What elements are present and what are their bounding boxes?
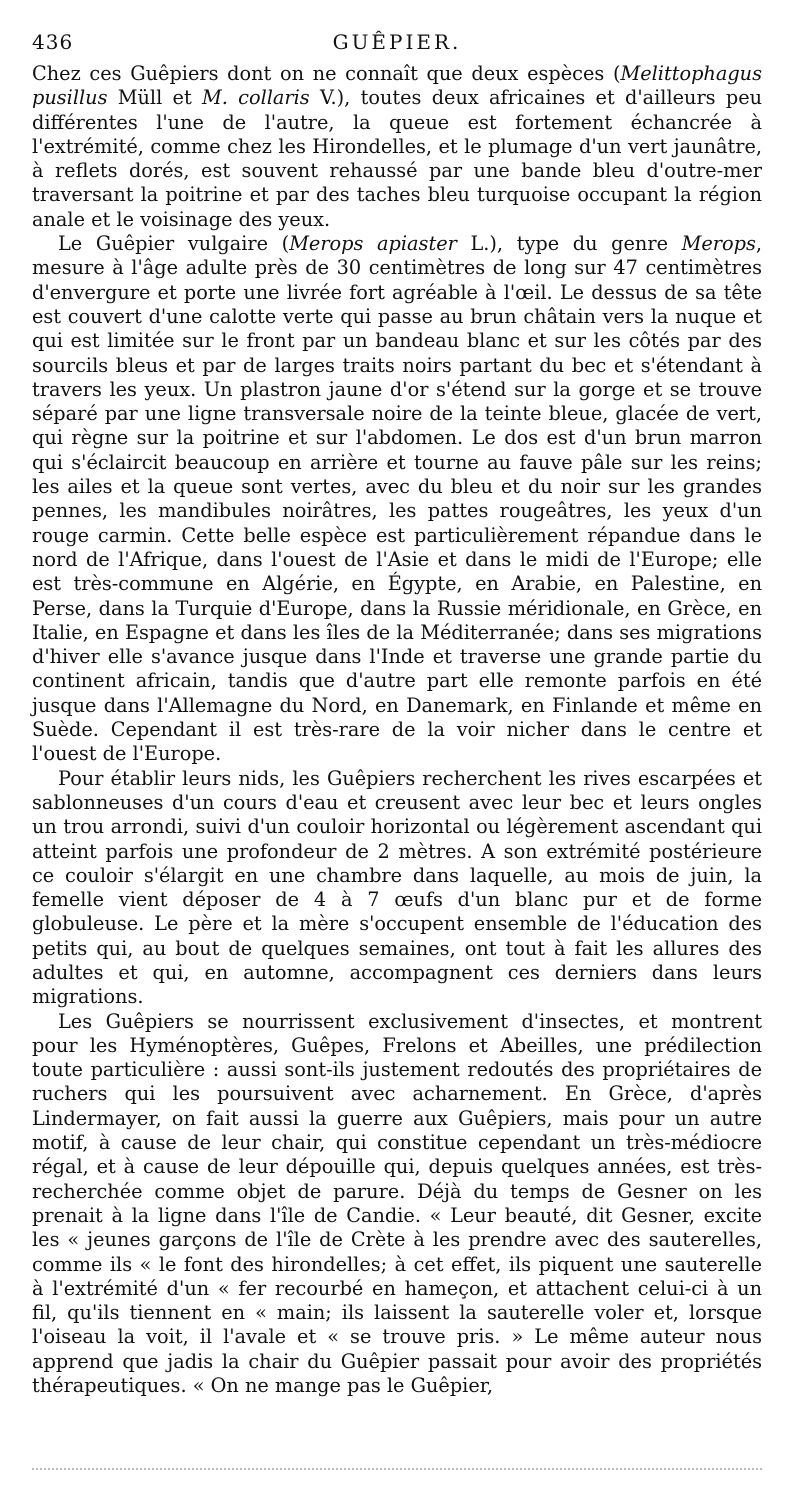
running-title: GUÊPIER. — [332, 30, 462, 54]
text-run: Müll et — [107, 86, 202, 110]
text-run: Les Guêpiers se nourrissent exclusivement d'insectes, et montrent pour les Hyménoptères, Guêpes, Frelons et Abeilles, une prédilection toute particulière : aussi sont-ils justement redoutés des propriétaires de ruchers qui les poursuivent avec acharnement. En Grèce, d'après Lindermayer, on fait aussi la guerre aux Guêpiers, mais pour un autre motif, à cause de leur chair, qui constitue cependant un très-médiocre régal, et à cause de leur dépouille qui, depuis quelques années, est très-recherchée comme objet de parure. Déjà du temps de Gesner on les prenait à la ligne dans l'île de Candie. « Leur beauté, dit Gesner, excite les « jeunes garçons de l'île de Crète à les prendre avec des sauterelles, comme ils « le font des hirondelles; à cet effet, ils piquent une sauterelle à l'extrémité d'un « fer recourbé en hameçon, et attachent celui-ci à un fil, qu'ils tiennent en « main; ils laissent la sauterelle voler et, lorsque l'oiseau la voit, il l'avale et « se trouve pris. » Le même auteur nous apprend que jadis la chair du Guêpier passait pour avoir des propriétés thérapeutiques. « On ne mange pas le Guêpier, — [32, 1009, 762, 1398]
italic-run: Melittophagus pusillus — [32, 62, 762, 110]
body-text — [32, 62, 762, 1398]
text-run: Pour établir leurs nids, les Guêpiers recherchent les rives escarpées et sablonneuses d'un cours d'eau et creusent avec leur bec et leurs ongles un trou arrondi, suivi d'un couloir horizontal ou légèrement ascendant qui atteint parfois une profondeur de 2 mètres. A son extrémité postérieure ce couloir s'élargit en une chambre dans laquelle, au mois de juin, la femelle vient déposer de 4 à 7 œufs d'un blanc pur et de forme globuleuse. Le père et la mère s'occupent ensemble de l'éducation des petits qui, au bout de quelques semaines, ont tout à fait les allures des adultes et qui, en automne, accompagnent ces derniers dans leurs migrations. — [32, 766, 762, 1009]
italic-run: Merops apiaster — [289, 232, 457, 256]
paragraph — [32, 62, 762, 232]
page-header — [32, 30, 762, 58]
text-run: , mesure à l'âge adulte près de 30 centimètres de long sur 47 centimètres d'envergure et porte une livrée fort agréable à l'œil. Le dessus de sa tête est couvert d'une calotte verte qui passe au brun châtain vers la nuque et qui est limitée sur le front par un bandeau blanc et sur les côtés par des sourcils bleus et par de larges traits noirs partant du bec et s'étendant à travers les yeux. Un plastron jaune d'or s'étend sur la gorge et se trouve séparé par une ligne transversale noire de la teinte bleue, glacée de vert, qui règne sur la poitrine et sur l'abdomen. Le dos est d'un brun marron qui s'éclaircit beaucoup en arrière et tourne au fauve pâle sur les reins; les ailes et la queue sont vertes, avec du bleu et du noir sur les grandes pennes, les mandibules noirâtres, les pattes rougeâtres, les yeux d'un rouge carmin. Cette belle espèce est particulièrement répandue dans le nord de l'Afrique, dans l'ouest de l'Asie et dans le midi de l'Europe; elle est très-commune en Algérie, en Égypte, en Arabie, en Palestine, en Perse, dans la Turquie d'Europe, dans la Russie méridionale, en Grèce, en Italie, en Espagne et dans les îles de la Méditerranée; dans ses migrations d'hiver elle s'avance jusque dans l'Inde et traverse une grande partie du continent africain, tandis que d'autre part elle remonte parfois en été jusque dans l'Allemagne du Nord, en Danemark, en Finlande et même en Suède. Cependant il est très-rare de la voir nicher dans le centre et l'ouest de l'Europe. — [32, 232, 762, 766]
page-number: 436 — [32, 30, 74, 54]
italic-run: Merops — [681, 232, 756, 256]
paragraph — [32, 232, 762, 767]
italic-run: M. collaris — [202, 86, 310, 110]
text-run: L.), type du genre — [456, 232, 682, 256]
footer-rule — [32, 1468, 762, 1470]
paragraph — [32, 1010, 762, 1399]
paragraph — [32, 767, 762, 1010]
text-run: V.), toutes deux africaines et d'ailleurs peu différentes l'une de l'autre, la queue est fortement échancrée à l'extrémité, comme chez les Hirondelles, et le plumage d'un vert jaunâtre, à reflets dorés, est souvent rehaussé par une bande bleu d'outre-mer traversant la poitrine et par des taches bleu turquoise occupant la région anale et le voisinage des yeux. — [32, 86, 763, 231]
text-run: Chez ces Guêpiers dont on ne connaît que deux espèces ( — [32, 62, 621, 85]
text-run: Le Guêpier vulgaire ( — [58, 232, 290, 256]
